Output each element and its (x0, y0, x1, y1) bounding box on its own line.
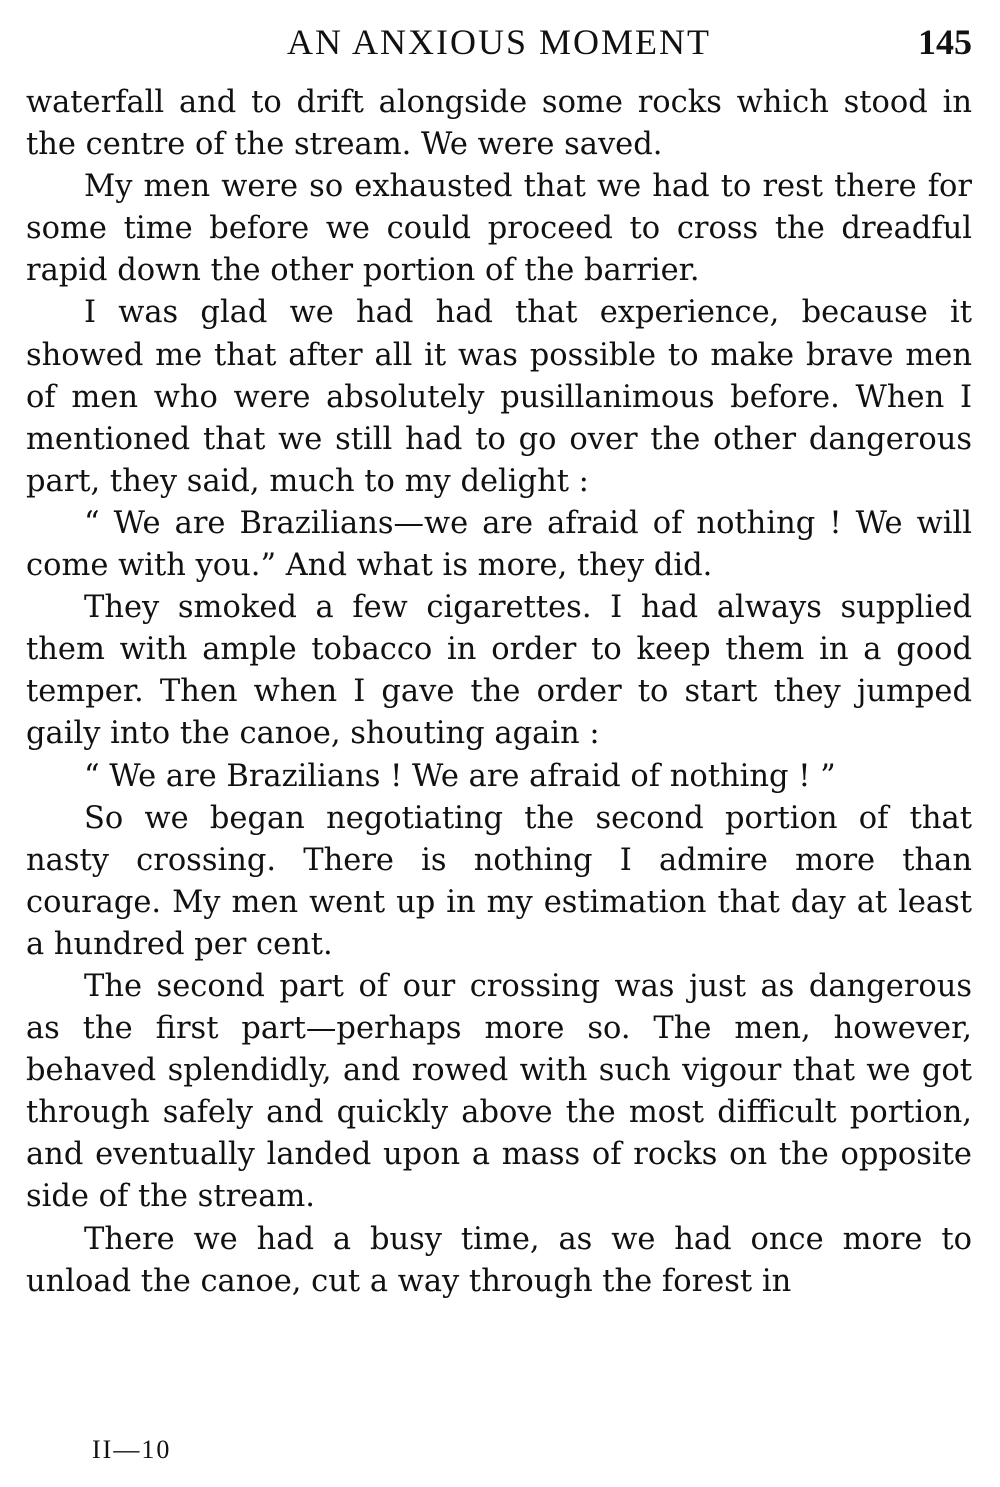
paragraph: They smoked a few cigarettes. I had always supplied them with ample tobacco in order to keep them in a good temper. Then when I gave the order to start they jumped gaily into the canoe, shouting again : (26, 590, 972, 752)
paragraph: waterfall and to drift alongside some rocks which stood in the centre of the stream. We were saved. (26, 85, 972, 163)
body-text (26, 82, 972, 1303)
signature-mark: II—10 (92, 1435, 172, 1464)
paragraph: “ We are Brazilians ! We are afraid of nothing ! ” (84, 758, 836, 794)
paragraph: I was glad we had had that experience, because it showed me that after all it was possible to make brave men of men who were absolutely pusillanimous before. When I mentioned that we still had to go over the other dangerous part, they said, much to my delight : (26, 295, 972, 499)
paragraph: My men were so exhausted that we had to rest there for some time before we could proceed to cross the dreadful rapid down the other portion of the barrier. (26, 169, 972, 289)
paragraph: So we began negotiating the second portion of that nasty crossing. There is nothing I admire more than courage. My men went up in my estimation that day at least a hundred per cent. (26, 800, 972, 962)
running-title: AN ANXIOUS MOMENT (286, 22, 711, 62)
paragraph: “ We are Brazilians—we are afraid of nothing ! We will come with you.” And what is more, they did. (26, 505, 972, 584)
page-number: 145 (918, 22, 972, 62)
paragraph: The second part of our crossing was just as dangerous as the first part—perhaps more so. The men, however, behaved splendidly, and rowed with such vigour that we got through safely and quickly above the most difficult portion, and eventually landed upon a mass of rocks on the opposite side of the stream. (26, 968, 972, 1215)
paragraph: There we had a busy time, as we had once more to unload the canoe, cut a way through the forest in (26, 1221, 972, 1299)
page-header (26, 18, 972, 66)
